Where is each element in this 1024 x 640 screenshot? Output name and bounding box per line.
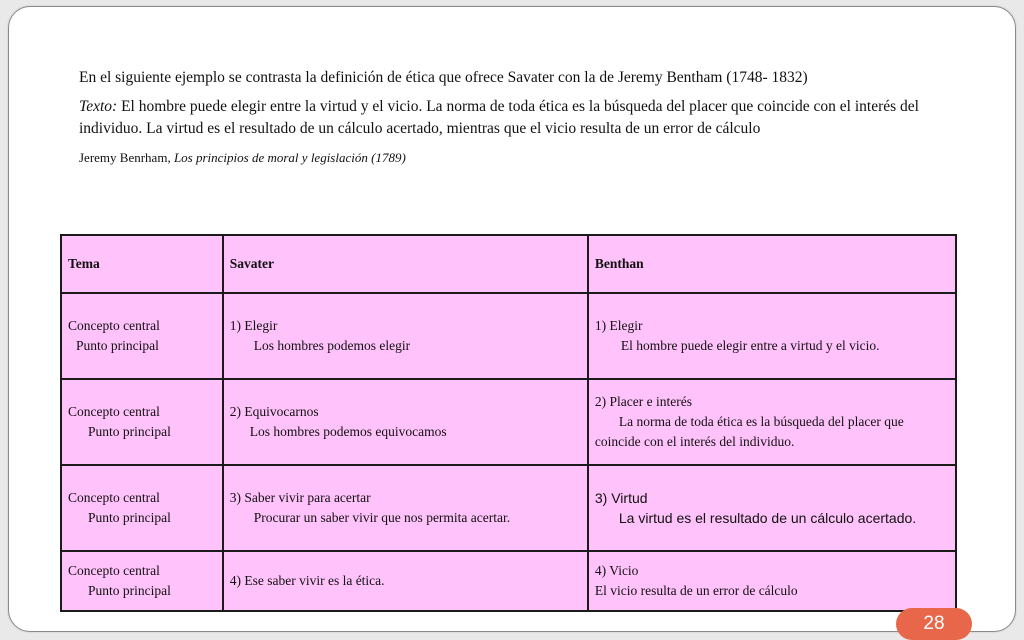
cell-savater [223, 551, 588, 611]
cell-line: Procurar un saber vivir que nos permita acertar. [253, 510, 511, 525]
cell-line: coincide con el interés del individuo. [594, 434, 795, 449]
source-book: Los principios de moral y legislación (1789) [173, 150, 406, 165]
cell-savater [223, 465, 588, 551]
cell-tema [61, 379, 223, 465]
cell-line: 3) Saber vivir para acertar [229, 490, 371, 505]
cell-line: Los hombres podemos elegir [253, 338, 411, 353]
cell-line: La virtud es el resultado de un cálculo acertado. [618, 510, 917, 526]
cell-line: Concepto central [68, 490, 160, 505]
table-header-row [61, 235, 956, 293]
cell-line: Concepto central [68, 318, 160, 333]
header-benthan: Benthan [588, 235, 956, 293]
cell-line: Punto principal [88, 583, 171, 598]
cell-line: Los hombres podemos equivocamos [249, 424, 447, 439]
cell-line: 3) Virtud [594, 490, 648, 506]
cell-line: 2) Equivocarnos [229, 404, 319, 419]
cell-line: Punto principal [88, 510, 171, 525]
cell-line: 4) Vicio [594, 563, 639, 578]
cell-benthan [588, 293, 956, 379]
cell-line: Concepto central [68, 563, 160, 578]
cell-line: 2) Placer e interés [594, 394, 692, 409]
intro-line: En el siguiente ejemplo se contrasta la definición de ética que ofrece Savater con la de Jeremy Bentham (1748- 1832) [79, 69, 808, 86]
cell-line: 4) Ese saber vivir es la ética. [229, 573, 385, 588]
cell-line: Concepto central [68, 404, 160, 419]
cell-savater [223, 293, 588, 379]
intro-text [79, 67, 959, 176]
texto-body: El hombre puede elegir entre la virtud y el vicio. La norma de toda ética es la búsqueda del placer que coincide con el interés del individuo. La virtud es el resultado de un cálculo acertado, mientras que el vicio resulta de un error de cálculo [79, 98, 919, 137]
comparison-table [60, 234, 957, 612]
cell-line: 1) Elegir [229, 318, 278, 333]
cell-line: El vicio resulta de un error de cálculo [594, 583, 798, 598]
table-row [61, 293, 956, 379]
cell-savater [223, 379, 588, 465]
source-author: Jeremy Benrham [79, 150, 168, 165]
cell-benthan [588, 379, 956, 465]
table-row [61, 379, 956, 465]
table-row [61, 465, 956, 551]
cell-tema [61, 551, 223, 611]
cell-benthan [588, 551, 956, 611]
cell-tema [61, 293, 223, 379]
cell-tema [61, 465, 223, 551]
texto-label: Texto: [79, 98, 118, 115]
cell-line: Punto principal [76, 338, 159, 353]
cell-line: Punto principal [88, 424, 171, 439]
cell-line: 1) Elegir [594, 318, 643, 333]
cell-line: El hombre puede elegir entre a virtud y el vicio. [620, 338, 880, 353]
header-savater: Savater [223, 235, 588, 293]
table-row [61, 551, 956, 611]
source-citation [79, 147, 959, 169]
cell-line: La norma de toda ética es la búsqueda del placer que [618, 414, 904, 429]
page-number-badge: 28 [896, 608, 972, 640]
texto-paragraph [79, 96, 959, 140]
source-sep: , [167, 150, 174, 165]
cell-benthan [588, 465, 956, 551]
header-tema: Tema [61, 235, 223, 293]
